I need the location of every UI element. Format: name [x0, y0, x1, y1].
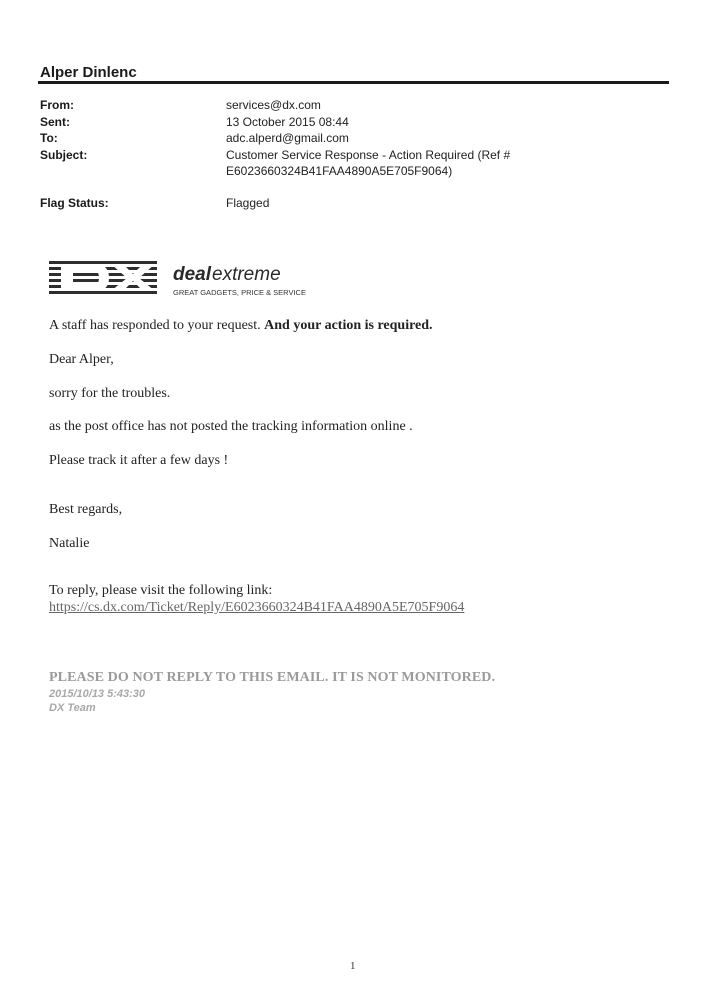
reply-link[interactable]: https://cs.dx.com/Ticket/Reply/E6023660324B41FAA4890A5E705F9064	[49, 600, 465, 615]
intro-line	[49, 318, 433, 334]
logo-brand-extreme: extreme	[212, 264, 281, 285]
from-value: services@dx.com	[226, 98, 321, 112]
do-not-reply-notice: PLEASE DO NOT REPLY TO THIS EMAIL. IT IS NOT MONITORED.	[49, 670, 496, 685]
body-line-3: Please track it after a few days !	[49, 453, 229, 468]
to-value: adc.alperd@gmail.com	[226, 131, 349, 145]
signature: Natalie	[49, 536, 90, 551]
sent-value: 13 October 2015 08:44	[226, 115, 349, 129]
intro-plain: A staff has responded to your request.	[49, 318, 265, 333]
subject-value-line1: Customer Service Response - Action Required (Ref #	[226, 148, 511, 162]
header-divider	[38, 81, 669, 84]
from-label: From:	[40, 98, 74, 112]
closing: Best regards,	[49, 502, 123, 517]
reply-prompt: To reply, please visit the following link:	[49, 583, 273, 598]
subject-label: Subject:	[40, 148, 88, 162]
intro-bold: And your action is required.	[264, 318, 433, 333]
mailbox-owner-name: Alper Dinlenc	[40, 64, 137, 81]
logo-brand-deal: deal	[173, 264, 212, 285]
body-line-1: sorry for the troubles.	[49, 386, 171, 401]
to-label: To:	[40, 131, 58, 145]
footer-timestamp: 2015/10/13 5:43:30	[49, 688, 146, 700]
greeting: Dear Alper,	[49, 352, 114, 367]
logo-tagline: GREAT GADGETS, PRICE & SERVICE	[173, 288, 306, 297]
flag-status-label: Flag Status:	[40, 196, 109, 210]
page-number: 1	[350, 960, 356, 972]
sent-label: Sent:	[40, 115, 70, 129]
footer-team: DX Team	[49, 702, 96, 714]
body-line-2: as the post office has not posted the tracking information online .	[49, 419, 413, 434]
subject-value-line2: E6023660324B41FAA4890A5E705F9064)	[226, 164, 453, 178]
dealextreme-logo	[49, 258, 309, 300]
flag-status-value: Flagged	[226, 196, 270, 210]
